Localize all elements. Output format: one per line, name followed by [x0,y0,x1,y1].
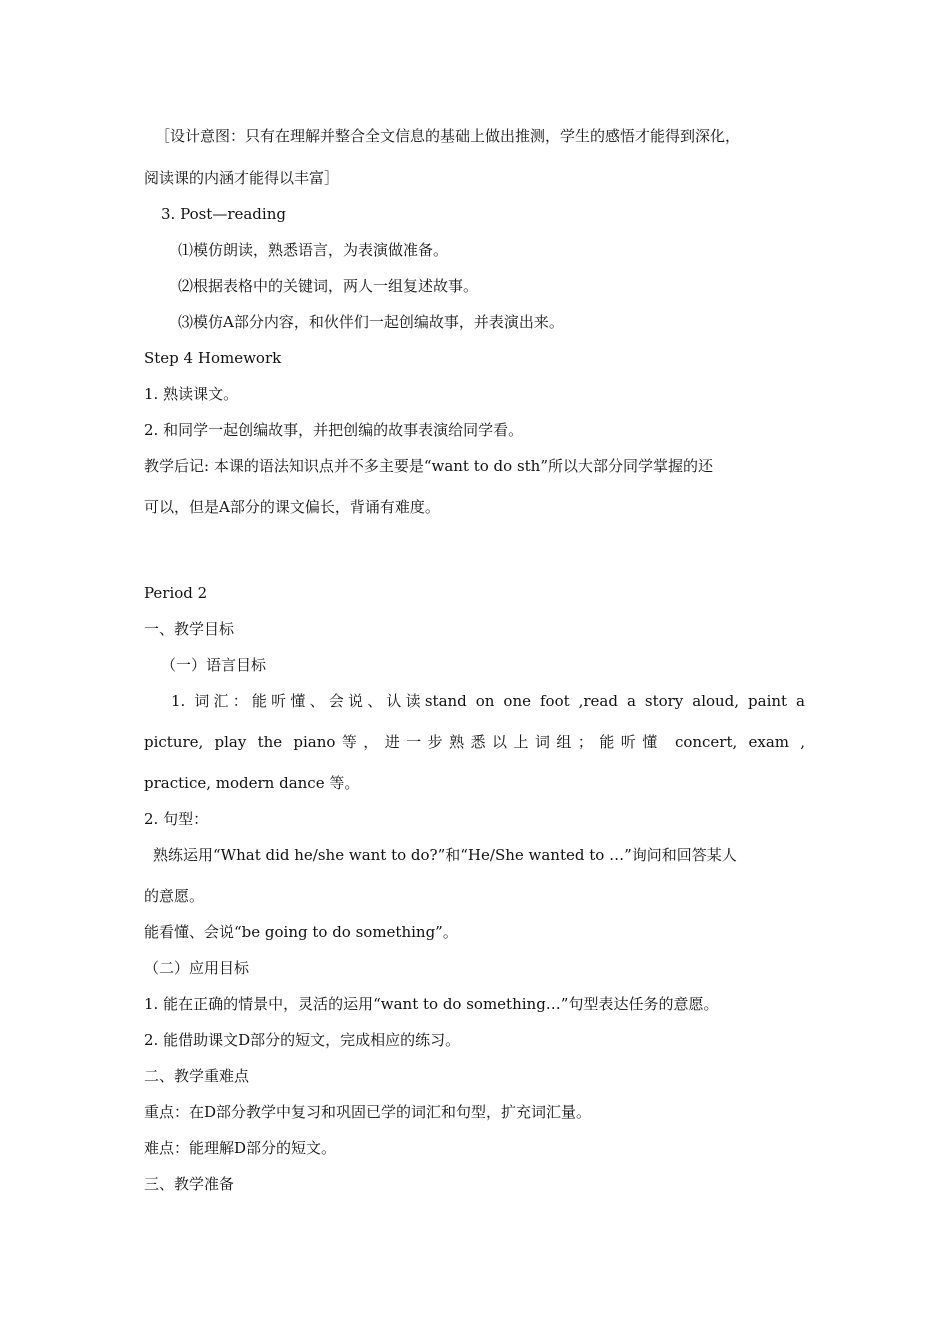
reflection-line-2: 可以，但是A部分的课文偏长，背诵有难度。 [144,498,440,516]
design-intent-line-2: 阅读课的内涵才能得以丰富］ [144,169,340,187]
sentence-line-2: 的意愿。 [144,887,205,905]
vocab-line-3: practice, modern dance 等。 [144,774,360,792]
application-item-1: 1. 能在正确的情景中，灵活的运用“want to do something…”句型表达任务的意愿。 [144,995,719,1013]
post-reading-heading: 3. Post—reading [161,205,286,223]
post-reading-item-2: ⑵根据表格中的关键词，两人一组复述故事。 [178,277,479,295]
section2-heading: 二、教学重难点 [144,1067,250,1085]
section3-heading: 三、教学准备 [144,1175,235,1193]
homework-item-1: 1. 熟读课文。 [144,385,239,403]
homework-item-2: 2. 和同学一起创编故事，并把创编的故事表演给同学看。 [144,421,524,439]
application-item-2: 2. 能借助课文D部分的短文，完成相应的练习。 [144,1031,461,1049]
vocab-line-1: 1. 词汇：能听懂、会说、认读stand on one foot ,read a story aloud, paint a [171,692,805,710]
sentence-line-1: 熟练运用“What did he/she want to do?”和“He/She wanted to …”询问和回答某人 [153,846,737,864]
period-title: Period 2 [144,584,208,602]
reflection-line-1: 教学后记: 本课的语法知识点并不多主要是“want to do sth”所以大部分同学掌握的还 [144,457,714,475]
key-point: 重点：在D部分教学中复习和巩固已学的词汇和句型，扩充词汇量。 [144,1103,592,1121]
step4-heading: Step 4 Homework [144,349,282,367]
sentence-heading: 2. 句型： [144,810,209,828]
vocab-line-2: picture, play the piano等，进一步熟悉以上词组；能听懂 concert, exam , [144,733,805,751]
post-reading-item-3: ⑶模仿A部分内容，和伙伴们一起创编故事，并表演出来。 [178,313,564,331]
application-goals-heading: （二）应用目标 [144,959,250,977]
section1-heading: 一、教学目标 [144,620,235,638]
sentence-line-3: 能看懂、会说“be going to do something”。 [144,923,458,941]
language-goals-heading: （一）语言目标 [161,656,267,674]
design-intent-line-1: ［设计意图：只有在理解并整合全文信息的基础上做出推测，学生的感悟才能得到深化， [155,127,741,145]
difficult-point: 难点：能理解D部分的短文。 [144,1139,337,1157]
post-reading-item-1: ⑴模仿朗读，熟悉语言，为表演做准备。 [178,241,449,259]
